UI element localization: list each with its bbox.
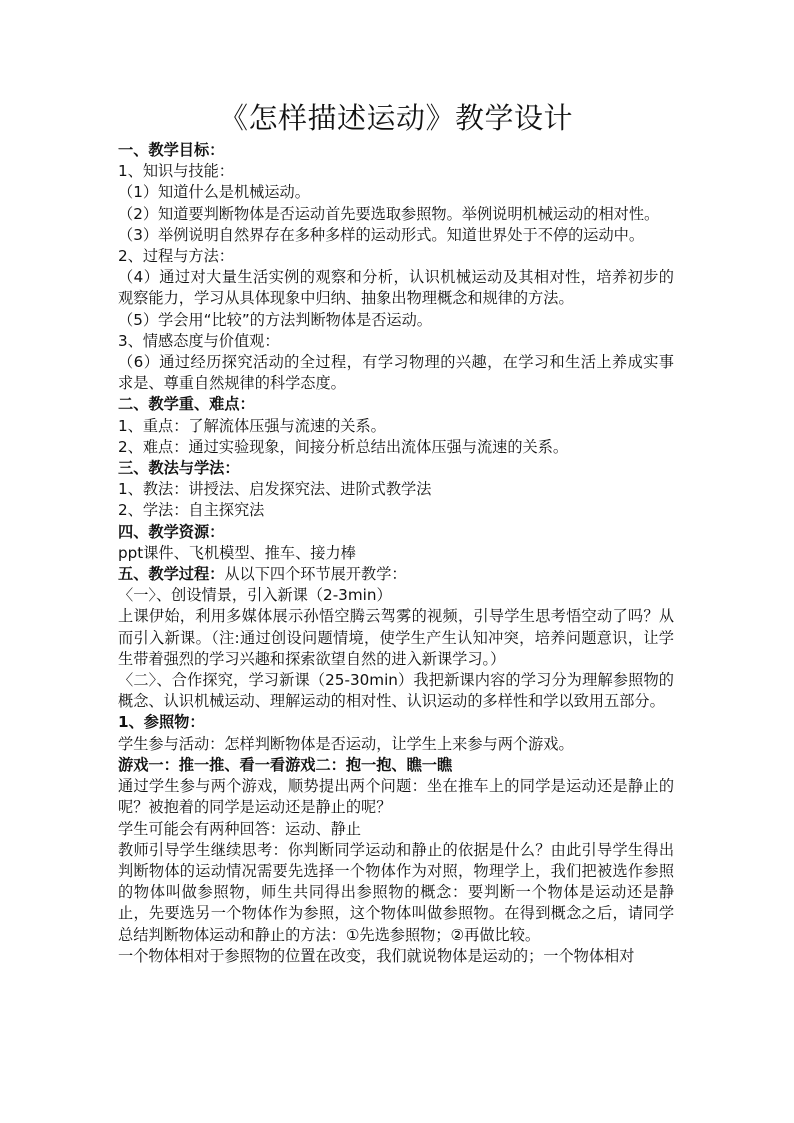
heading-process-label: 五、教学过程： bbox=[118, 565, 225, 584]
student-answers: 学生可能会有两种回答：运动、静止 bbox=[118, 819, 361, 838]
heading-key-points: 二、教学重、难点： bbox=[118, 395, 255, 414]
document-title: 《怎样描述运动》教学设计 bbox=[218, 101, 573, 135]
subheading-attitude-values: 3、情感态度与价值观： bbox=[118, 331, 280, 350]
key-point: 1、重点：了解流体压强与流速的关系。 bbox=[118, 416, 386, 435]
objective-3: （3）举例说明自然界存在多种多样的运动形式。知道世界处于不停的运动中。 bbox=[118, 225, 645, 244]
objective-1: （1）知道什么是机械运动。 bbox=[118, 183, 310, 202]
learning-method: 2、学法：自主探究法 bbox=[118, 501, 265, 520]
heading-process bbox=[118, 564, 674, 585]
resources-list: ppt课件、飞机模型、推车、接力棒 bbox=[118, 543, 356, 562]
teaching-method: 1、教法：讲授法、启发探究法、进阶式教学法 bbox=[118, 480, 432, 499]
objective-5: （5）学会用“比较”的方法判断物体是否运动。 bbox=[118, 310, 432, 329]
step-1-title: 〈一〉、创设情景，引入新课（2-3min） bbox=[118, 586, 392, 605]
heading-objectives: 一、教学目标： bbox=[118, 141, 225, 159]
activity-intro: 学生参与活动：怎样判断物体是否运动，让学生上来参与两个游戏。 bbox=[118, 734, 574, 753]
heading-process-text: 从以下四个环节展开教学： bbox=[224, 565, 407, 584]
teacher-guidance: 教师引导学生继续思考：你判断同学运动和静止的依据是什么？由此引导学生得出判断物体的运动情况需要先选择一个物体作为对照，物理学上，我们把被选作参照的物体叫做参照物，师生共同得出参照物的概念：要判断一个物体是运动还是静止，先要选另一个物体作为参照，这个物体叫做参照物。在得到概念之后，请同学总结判断物体运动和静止的方法：①先选参照物；②再做比较。 bbox=[118, 840, 674, 944]
objective-2: （2）知道要判断物体是否运动首先要选取参照物。举例说明机械运动的相对性。 bbox=[118, 204, 660, 223]
heading-resources: 四、教学资源： bbox=[118, 522, 225, 541]
games-heading: 游戏一：推一推、看一看游戏二：抱一抱、瞧一瞧 bbox=[118, 755, 453, 774]
heading-reference-object: 1、参照物： bbox=[118, 713, 205, 732]
motion-definition: 一个物体相对于参照物的位置在改变，我们就说物体是运动的；一个物体相对 bbox=[118, 946, 635, 965]
subheading-knowledge-skills: 1、知识与技能： bbox=[118, 162, 234, 181]
document-page bbox=[118, 96, 674, 967]
difficult-point: 2、难点：通过实验现象，间接分析总结出流体压强与流速的关系。 bbox=[118, 437, 569, 456]
games-questions: 通过学生参与两个游戏，顺势提出两个问题：坐在推车上的同学是运动还是静止的呢？被抱着的同学是运动还是静止的呢？ bbox=[118, 777, 674, 817]
heading-methods: 三、教法与学法： bbox=[118, 459, 240, 478]
subheading-process-method: 2、过程与方法： bbox=[118, 247, 234, 266]
objective-4: （4）通过对大量生活实例的观察和分析，认识机械运动及其相对性，培养初步的观察能力，学习从具体现象中归纳、抽象出物理概念和规律的方法。 bbox=[118, 268, 674, 308]
step-1-body: 上课伊始，利用多媒体展示孙悟空腾云驾雾的视频，引导学生思考悟空动了吗？从而引入新课。（注:通过创设问题情境，使学生产生认知冲突，培养问题意识，让学生带着强烈的学习兴趣和探索欲望自然的进入新课学习。） bbox=[118, 607, 674, 668]
step-2-body: 〈二〉、合作探究，学习新课（25-30min）我把新课内容的学习分为理解参照物的概念、认识机械运动、理解运动的相对性、认识运动的多样性和学以致用五部分。 bbox=[118, 671, 674, 711]
objective-6: （6）通过经历探究活动的全过程，有学习物理的兴趣，在学习和生活上养成实事求是、尊重自然规律的科学态度。 bbox=[118, 353, 674, 393]
